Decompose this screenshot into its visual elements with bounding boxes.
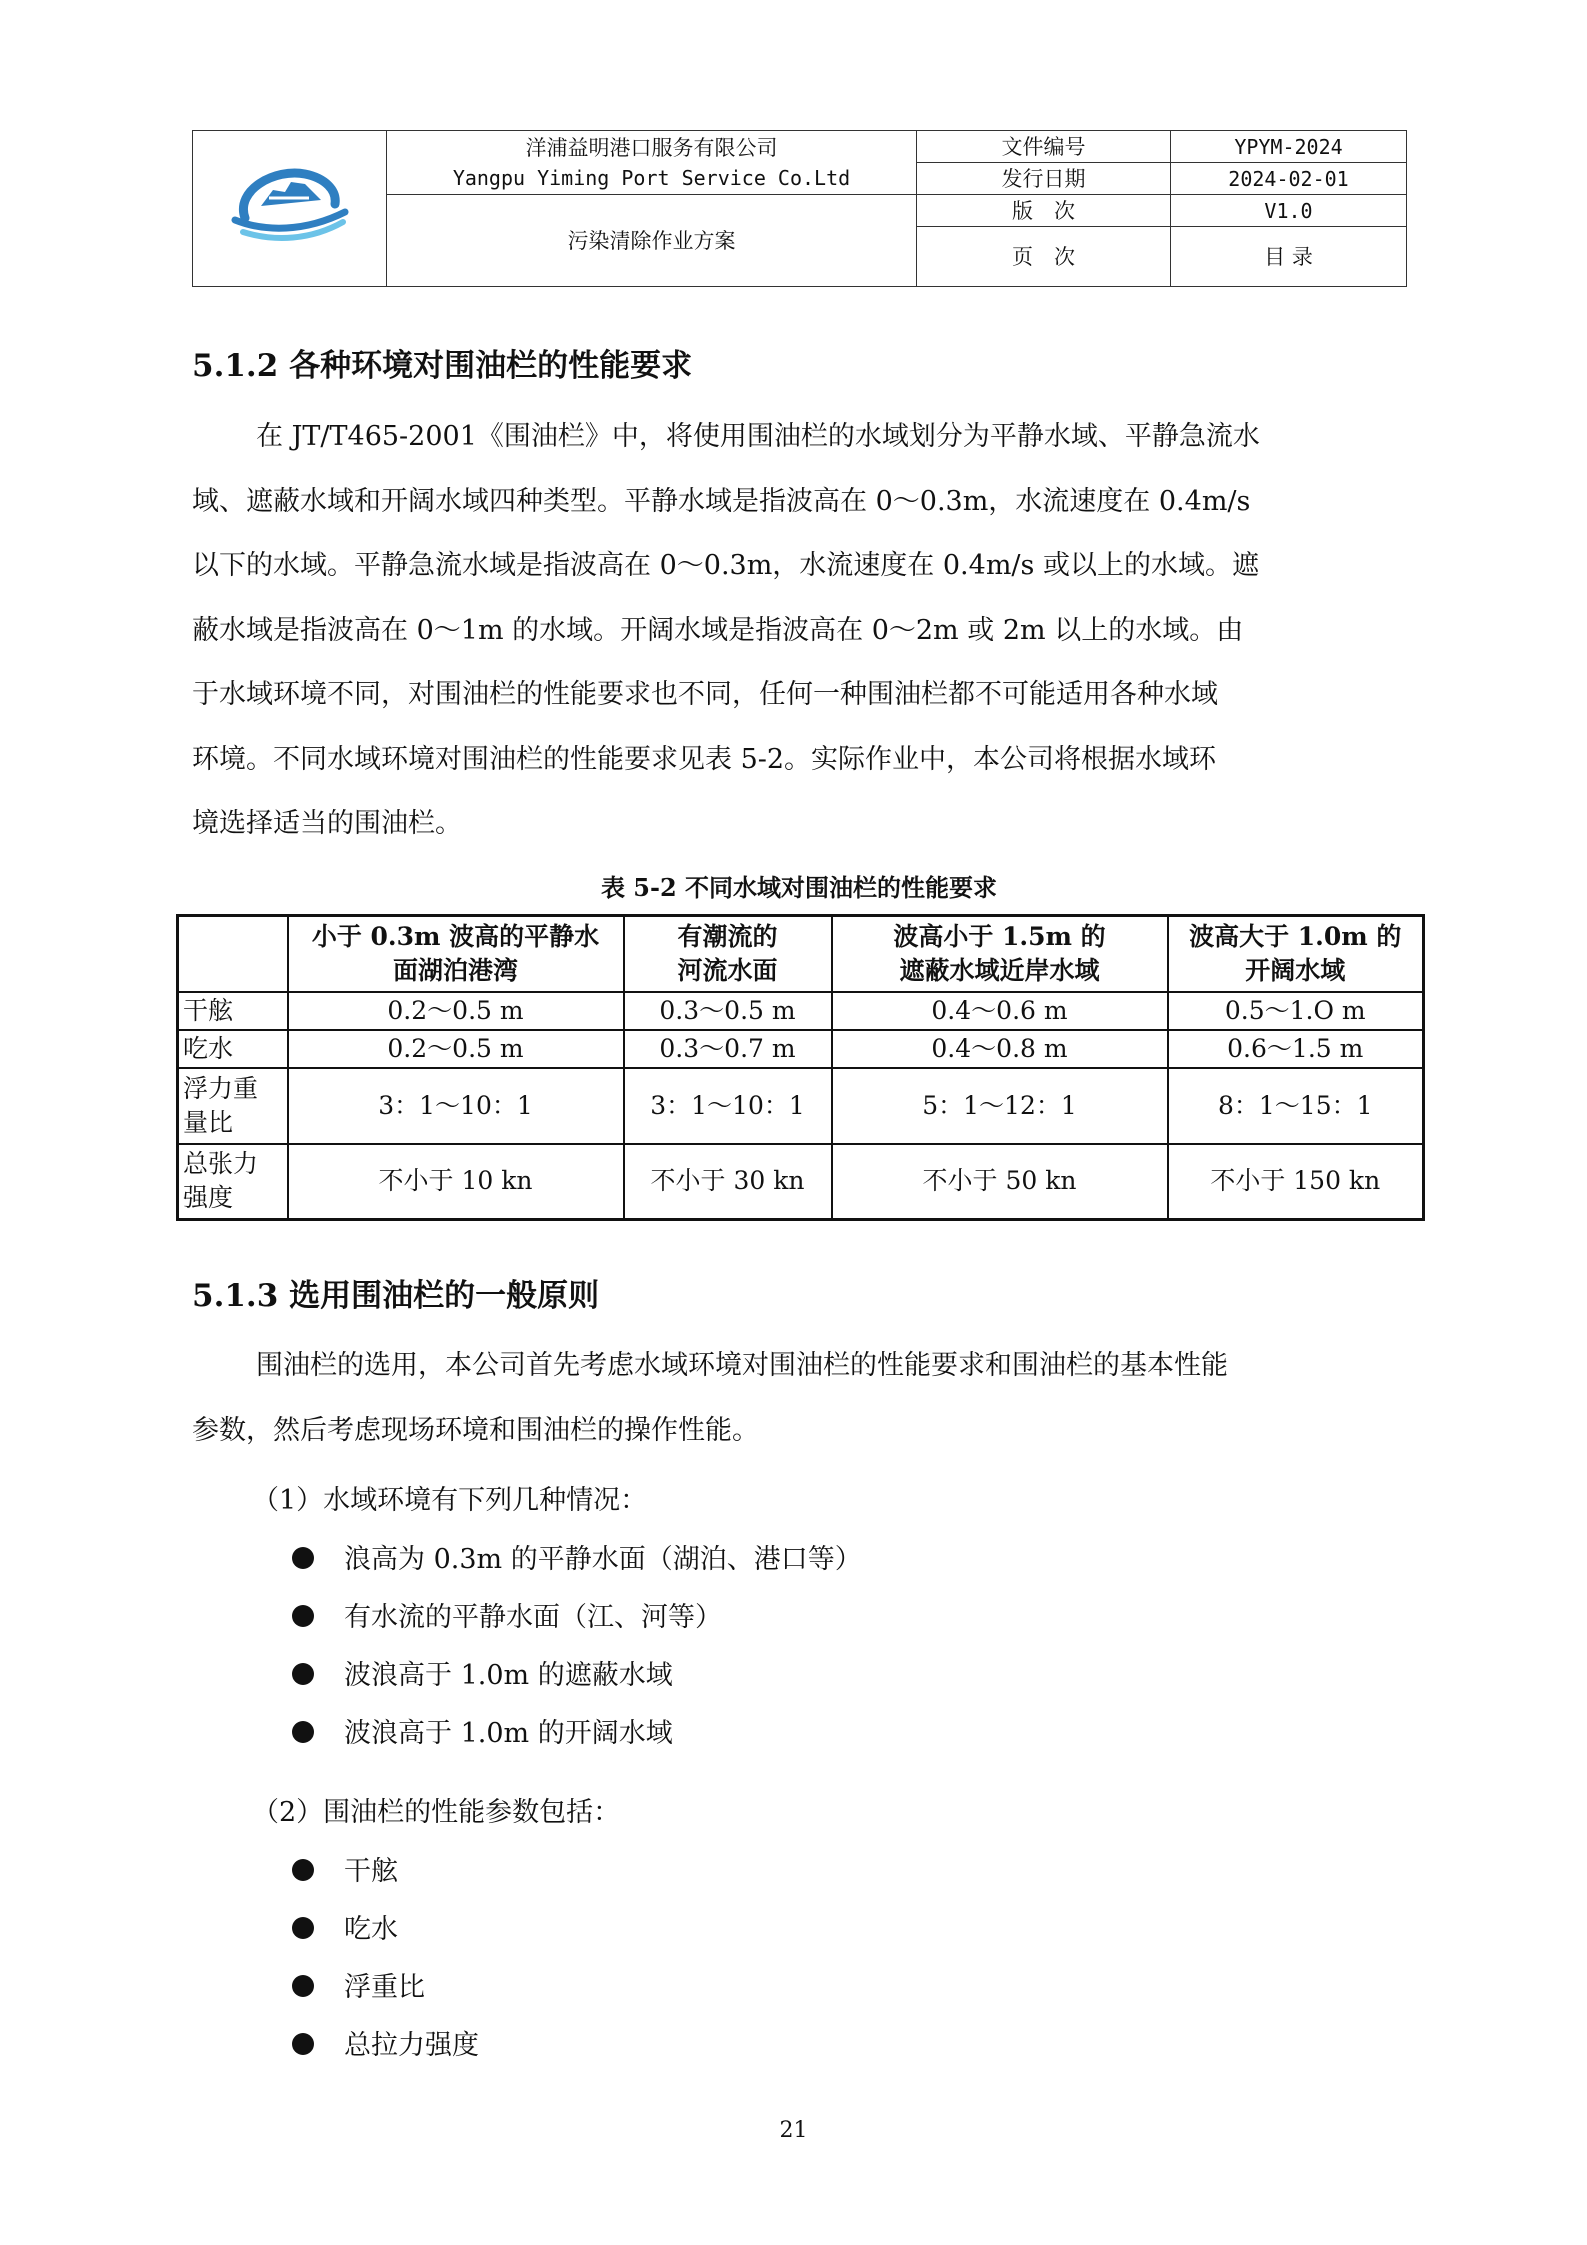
label-doc-number: 文件编号 xyxy=(917,131,1171,163)
section-512-line: 于水域环境不同，对围油栏的性能要求也不同，任何一种围油栏都不可能适用各种水域 xyxy=(192,679,1218,710)
table-cell: 不小于 50 kn xyxy=(832,1144,1168,1220)
list-heading-water-conditions: （1）水域环境有下列几种情况： xyxy=(252,1485,648,1516)
value-page: 目 录 xyxy=(1171,227,1407,287)
document-header-table xyxy=(192,130,1407,287)
section-513-line: 参数，然后考虑现场环境和围油栏的操作性能。 xyxy=(192,1414,759,1446)
section-512-line: 在 JT/T465-2001《围油栏》中，将使用围油栏的水域划分为平静水域、平静急流水 xyxy=(256,421,1260,452)
list-item: 有水流的平静水面（江、河等） xyxy=(292,1595,722,1634)
bullet-dot-icon xyxy=(292,1605,314,1627)
row-label-buoyancy-ratio: 浮力重 量比 xyxy=(178,1068,288,1144)
table-caption: 表 5-2 不同水域对围油栏的性能要求 xyxy=(600,873,998,902)
list-item: 干舷 xyxy=(292,1849,398,1888)
table-cell: 0.5～1.O m xyxy=(1168,992,1424,1030)
company-name-en: Yangpu Yiming Port Service Co.Ltd xyxy=(452,165,851,190)
section-512-line: 以下的水域。平静急流水域是指波高在 0～0.3m，水流速度在 0.4m/s 或以上的水域。遮 xyxy=(192,550,1259,581)
row-label-tensile-strength: 总张力 强度 xyxy=(178,1144,288,1220)
section-512-line: 境选择适当的围油栏。 xyxy=(192,808,462,839)
company-name-cn: 洋浦益明港口服务有限公司 xyxy=(525,135,778,160)
bullet-dot-icon xyxy=(292,2033,314,2055)
value-version: V1.0 xyxy=(1171,195,1407,227)
company-name-cell xyxy=(387,131,917,195)
row-label-freeboard: 干舷 xyxy=(178,992,288,1030)
table-cell: 0.3～0.5 m xyxy=(624,992,832,1030)
section-512-body xyxy=(192,405,1406,857)
value-doc-number: YPYM-2024 xyxy=(1171,131,1407,163)
table-cell: 3：1～10：1 xyxy=(624,1068,832,1144)
table-row xyxy=(178,1030,1424,1068)
table-cell: 不小于 10 kn xyxy=(288,1144,624,1220)
table-cell: 8：1～15：1 xyxy=(1168,1068,1424,1144)
label-page: 页 次 xyxy=(917,227,1171,287)
section-512-line: 环境。不同水域环境对围油栏的性能要求见表 5-2。实际作业中，本公司将根据水域环 xyxy=(192,743,1217,775)
label-issue-date: 发行日期 xyxy=(917,163,1171,195)
table-cell: 不小于 150 kn xyxy=(1168,1144,1424,1220)
bullet-dot-icon xyxy=(292,1917,314,1939)
table-row xyxy=(178,1068,1424,1144)
table-cell: 0.6～1.5 m xyxy=(1168,1030,1424,1068)
list-heading-boom-parameters: （2）围油栏的性能参数包括： xyxy=(252,1797,621,1828)
company-logo xyxy=(193,131,387,287)
table-cell: 3：1～10：1 xyxy=(288,1068,624,1144)
table-header-row xyxy=(178,916,1424,992)
list-item: 浪高为 0.3m 的平静水面（湖泊、港口等） xyxy=(292,1537,862,1576)
table-row xyxy=(178,1144,1424,1220)
table-cell: 0.4～0.8 m xyxy=(832,1030,1168,1068)
table-cell: 0.3～0.7 m xyxy=(624,1030,832,1068)
section-512-heading: 5.1.2 各种环境对围油栏的性能要求 xyxy=(192,348,693,384)
list-item: 波浪高于 1.0m 的遮蔽水域 xyxy=(292,1653,673,1692)
ship-logo-icon xyxy=(225,160,355,250)
section-512-line: 域、遮蔽水域和开阔水域四种类型。平静水域是指波高在 0～0.3m，水流速度在 0.4m/s xyxy=(192,485,1251,517)
table-cell: 0.2～0.5 m xyxy=(288,1030,624,1068)
table-header-cell: 波高大于 1.0m 的 开阔水域 xyxy=(1168,916,1424,992)
label-version: 版 次 xyxy=(917,195,1171,227)
section-512-line: 蔽水域是指波高在 0～1m 的水域。开阔水域是指波高在 0～2m 或 2m 以上的水域。由 xyxy=(192,614,1244,646)
list-item: 吃水 xyxy=(292,1907,398,1946)
list-item: 总拉力强度 xyxy=(292,2023,479,2062)
row-label-draft: 吃水 xyxy=(178,1030,288,1068)
section-513-heading: 5.1.3 选用围油栏的一般原则 xyxy=(192,1278,600,1314)
table-row xyxy=(178,992,1424,1030)
value-issue-date: 2024-02-01 xyxy=(1171,163,1407,195)
table-cell: 0.2～0.5 m xyxy=(288,992,624,1030)
list-item: 浮重比 xyxy=(292,1965,425,2004)
table-cell: 不小于 30 kn xyxy=(624,1144,832,1220)
section-513-body xyxy=(192,1334,1406,1463)
bullet-dot-icon xyxy=(292,1721,314,1743)
bullet-dot-icon xyxy=(292,1859,314,1881)
boom-performance-table xyxy=(176,914,1425,1221)
table-cell: 5：1～12：1 xyxy=(832,1068,1168,1144)
table-cell: 0.4～0.6 m xyxy=(832,992,1168,1030)
bullet-dot-icon xyxy=(292,1975,314,1997)
table-header-cell: 波高小于 1.5m 的 遮蔽水域近岸水域 xyxy=(832,916,1168,992)
bullet-dot-icon xyxy=(292,1547,314,1569)
bullet-dot-icon xyxy=(292,1663,314,1685)
table-header-cell: 有潮流的 河流水面 xyxy=(624,916,832,992)
section-513-line: 围油栏的选用，本公司首先考虑水域环境对围油栏的性能要求和围油栏的基本性能 xyxy=(256,1350,1228,1381)
list-item: 波浪高于 1.0m 的开阔水域 xyxy=(292,1711,673,1750)
doc-title-cell: 污染清除作业方案 xyxy=(387,195,917,287)
table-header-cell: 小于 0.3m 波高的平静水 面湖泊港湾 xyxy=(288,916,624,992)
table-corner-cell xyxy=(178,916,288,992)
page-number: 21 xyxy=(779,2118,808,2143)
